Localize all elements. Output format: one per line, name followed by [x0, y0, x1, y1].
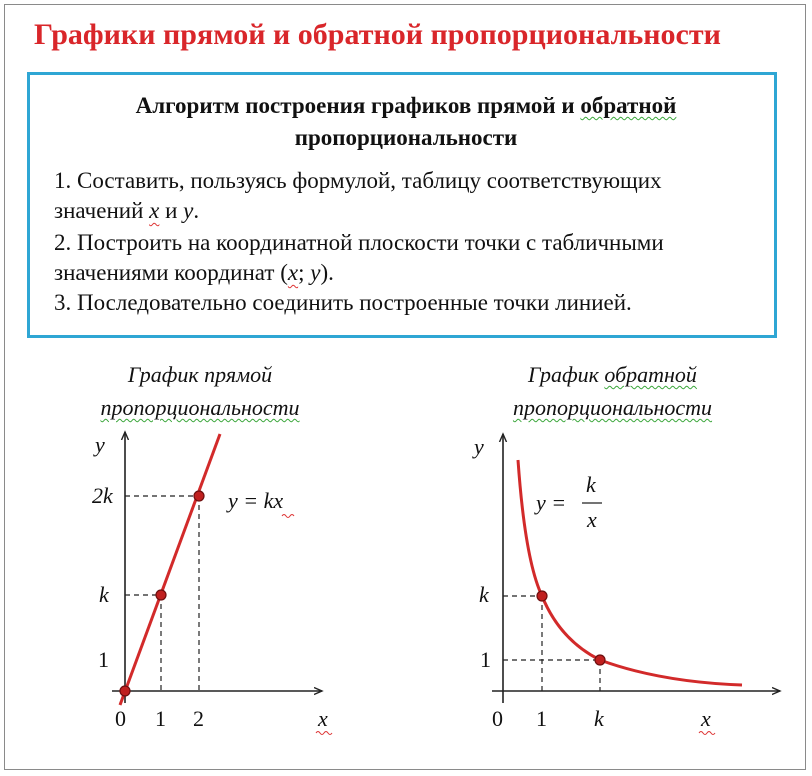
inverse-tick-0: 0: [492, 706, 503, 731]
inverse-formula-lhs: y =: [536, 490, 567, 515]
direct-tick-1: 1: [98, 647, 109, 672]
algorithm-title-line2: пропорциональности: [294, 125, 518, 150]
step-1-line1: 1. Составить, пользуясь формулой, таблицу соответствующих: [54, 168, 662, 193]
inverse-x-label: x: [701, 706, 711, 731]
direct-caption-line2: пропорциональности: [100, 395, 300, 420]
inverse-point-1: [537, 591, 547, 601]
direct-graph-line: [120, 434, 220, 705]
direct-y-label: y: [95, 432, 105, 457]
inverse-formula-den: x: [587, 507, 597, 532]
inverse-formula-num: k: [586, 472, 596, 497]
inverse-caption-line1: График обратной: [528, 362, 697, 387]
inverse-tick-xk: k: [594, 706, 604, 731]
direct-x-label: x: [318, 706, 328, 731]
direct-tick-0: 0: [115, 706, 126, 731]
inverse-caption-line2: пропорциональности: [512, 395, 713, 420]
step-2-line2: значениями координат (x; y).: [54, 260, 334, 285]
direct-x-underline: [316, 732, 332, 735]
direct-caption-line1: График прямой: [127, 362, 273, 387]
direct-tick-k: k: [99, 582, 109, 607]
direct-point-2: [194, 491, 204, 501]
direct-tick-x1: 1: [155, 706, 166, 731]
step-3: 3. Последовательно соединить построенные точки линией.: [54, 290, 632, 315]
direct-point-1: [156, 590, 166, 600]
inverse-tick-k: k: [479, 582, 489, 607]
direct-tick-2k: 2k: [92, 483, 113, 508]
direct-formula-underline: [282, 515, 294, 518]
step-1-line2: значений x и y.: [54, 198, 200, 223]
inverse-x-underline: [699, 732, 715, 735]
direct-point-origin: [120, 686, 130, 696]
inverse-y-label: y: [474, 434, 484, 459]
inverse-tick-x1: 1: [536, 706, 547, 731]
step-2-line1: 2. Построить на координатной плоскости точки с табличными: [54, 230, 664, 255]
direct-tick-x2: 2: [193, 706, 204, 731]
inverse-tick-1: 1: [480, 647, 491, 672]
page-title: Графики прямой и обратной пропорциональности: [34, 18, 721, 51]
direct-formula: y = kx: [228, 488, 284, 513]
inverse-point-k: [595, 655, 605, 665]
algorithm-title-line1: Алгоритм построения графиков прямой и обратной: [135, 93, 677, 118]
